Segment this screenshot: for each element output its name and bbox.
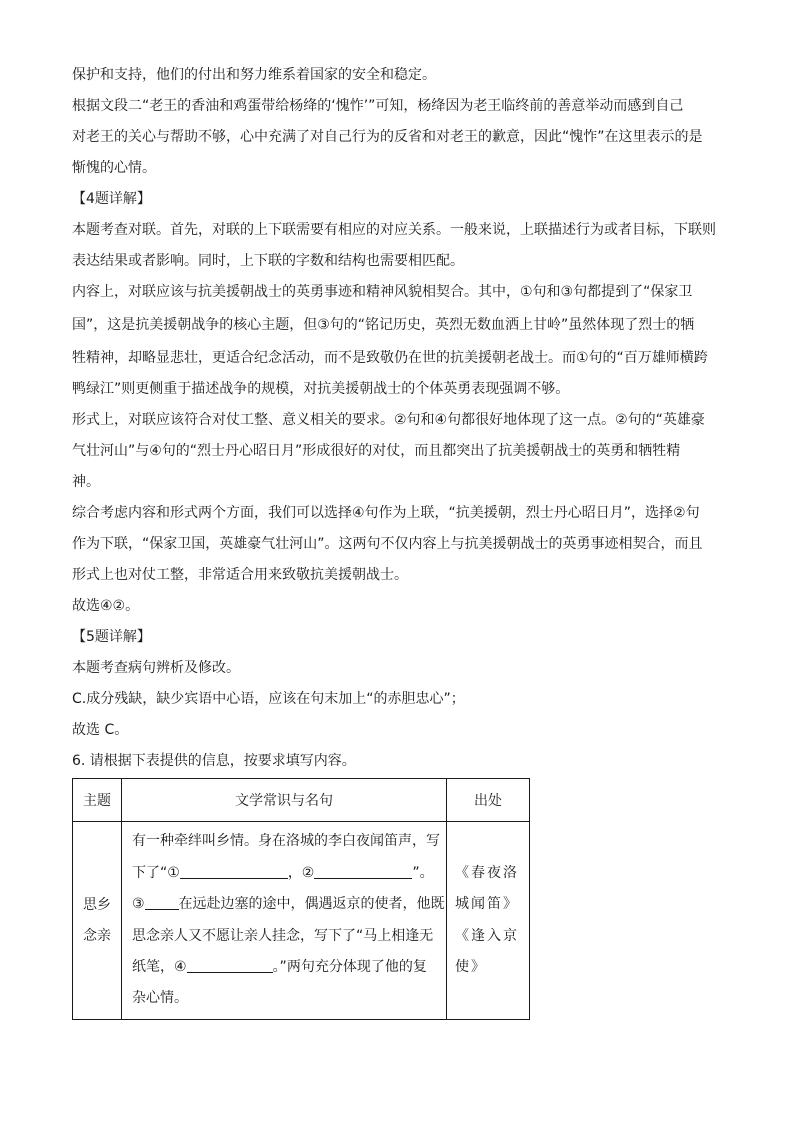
content-line (132, 889, 445, 920)
content-text: ③ (132, 896, 145, 913)
header-source: 出处 (447, 779, 530, 822)
paragraph-line: 本题考查病句辨析及修改。 (72, 660, 240, 676)
blank-1[interactable] (180, 864, 288, 879)
table-row (73, 822, 530, 1020)
table-header-row (73, 779, 530, 822)
section-heading-q5: 【5题详解】 (72, 629, 151, 645)
paragraph-line: 形式上，对联应该符合对仗工整、意义相关的要求。②句和④句都很好地体现了这一点。②句的“英雄豪 (72, 412, 705, 428)
paragraph-line: 鸭绿江”则更侧重于描述战争的规模，对抗美援朝战士的个体英勇表现强调不够。 (72, 381, 570, 397)
paragraph-line: C.成分残缺，缺少宾语中心语，应该在句末加上“的赤胆忠心”； (72, 691, 465, 707)
paragraph-line: 牲精神，却略显悲壮，更适合纪念活动，而不是致敬仍在世的抗美援朝老战士。而①句的“百万雄师横跨 (72, 350, 708, 366)
paragraph-line: 惭愧的心情。 (72, 160, 156, 176)
blank-3[interactable] (145, 895, 179, 910)
section-heading-q4: 【4题详解】 (72, 191, 151, 207)
content-line (132, 858, 436, 889)
content-text: 在远赴边塞的途中，偶遇返京的使者，他既 (178, 896, 445, 913)
source-line: 《春夜洛 (455, 864, 519, 881)
cell-source (447, 822, 530, 1020)
content-text: ”。 (412, 864, 434, 881)
content-text: 下了“① (132, 864, 180, 881)
content-text: ，② (287, 864, 315, 881)
blank-2[interactable] (314, 864, 412, 879)
paragraph-line: 根据文段二“老王的香油和鸡蛋带给杨绛的‘愧怍’”可知，杨绛因为老王临终前的善意举动而感到自己 (72, 98, 684, 114)
source-line: 《逢入京 (455, 927, 519, 944)
paragraph-line: 作为下联，“保家卫国，英雄豪气壮河山”。这两句不仅内容上与抗美援朝战士的英勇事迹相契合，而且 (72, 536, 703, 552)
paragraph-line: 神。 (72, 474, 100, 490)
paragraph-line: 内容上，对联应该与抗美援朝战士的英勇事迹和精神风貌相契合。其中，①句和③句都提到了“保家卫 (72, 284, 693, 300)
paragraph-line: 故选④②。 (72, 598, 140, 614)
content-text: 。”两句充分体现了他的复 (272, 958, 427, 975)
paragraph-line: 气壮河山”与④句的“烈士丹心昭日月”形成很好的对仗，而且都突出了抗美援朝战士的英勇和牺牲精 (72, 443, 681, 459)
paragraph-line: 保护和支持，他们的付出和努力维系着国家的安全和稳定。 (72, 67, 436, 83)
content-line: 有一种牵绊叫乡情。身在洛城的李白夜闻笛声，写 (132, 833, 440, 850)
topic-line: 念亲 (83, 927, 111, 944)
topic-line: 思乡 (83, 896, 111, 913)
content-text: 纸笔，④ (132, 958, 187, 975)
paragraph-line: 综合考虑内容和形式两个方面，我们可以选择④句作为上联，“抗美援朝，烈士丹心昭日月”，选择②句 (72, 505, 700, 521)
paragraph-line: 表达结果或者影响。同时，上下联的字数和结构也需要相匹配。 (72, 253, 464, 269)
cell-content (122, 822, 447, 1020)
source-line: 使》 (455, 958, 487, 975)
blank-4[interactable] (187, 958, 273, 973)
info-table (72, 778, 530, 1020)
paragraph-line: 对老王的关心与帮助不够，心中充满了对自己行为的反省和对老王的歉意，因此“愧怍”在这里表示的是 (72, 129, 703, 145)
paragraph-line: 故选 C。 (72, 722, 129, 738)
content-line: 思念亲人又不愿让亲人挂念，写下了“马上相逢无 (132, 927, 434, 944)
content-line (132, 952, 436, 983)
question-6-prompt: 6. 请根据下表提供的信息，按要求填写内容。 (72, 753, 356, 769)
cell-topic (73, 822, 122, 1020)
header-literature: 文学常识与名句 (122, 779, 447, 822)
header-topic: 主题 (73, 779, 122, 822)
content-line: 杂心情。 (132, 990, 188, 1007)
source-line: 城闻笛》 (455, 896, 519, 913)
paragraph-line: 国”，这是抗美援朝战争的核心主题，但③句的“铭记历史，英烈无数血洒上甘岭”虽然体现了烈士的牺 (72, 317, 695, 333)
paragraph-line: 形式上也对仗工整，非常适合用来致敬抗美援朝战士。 (72, 567, 408, 583)
paragraph-line: 本题考查对联。首先，对联的上下联需要有相应的对应关系。一般来说，上联描述行为或者目标，下联则 (72, 222, 716, 238)
